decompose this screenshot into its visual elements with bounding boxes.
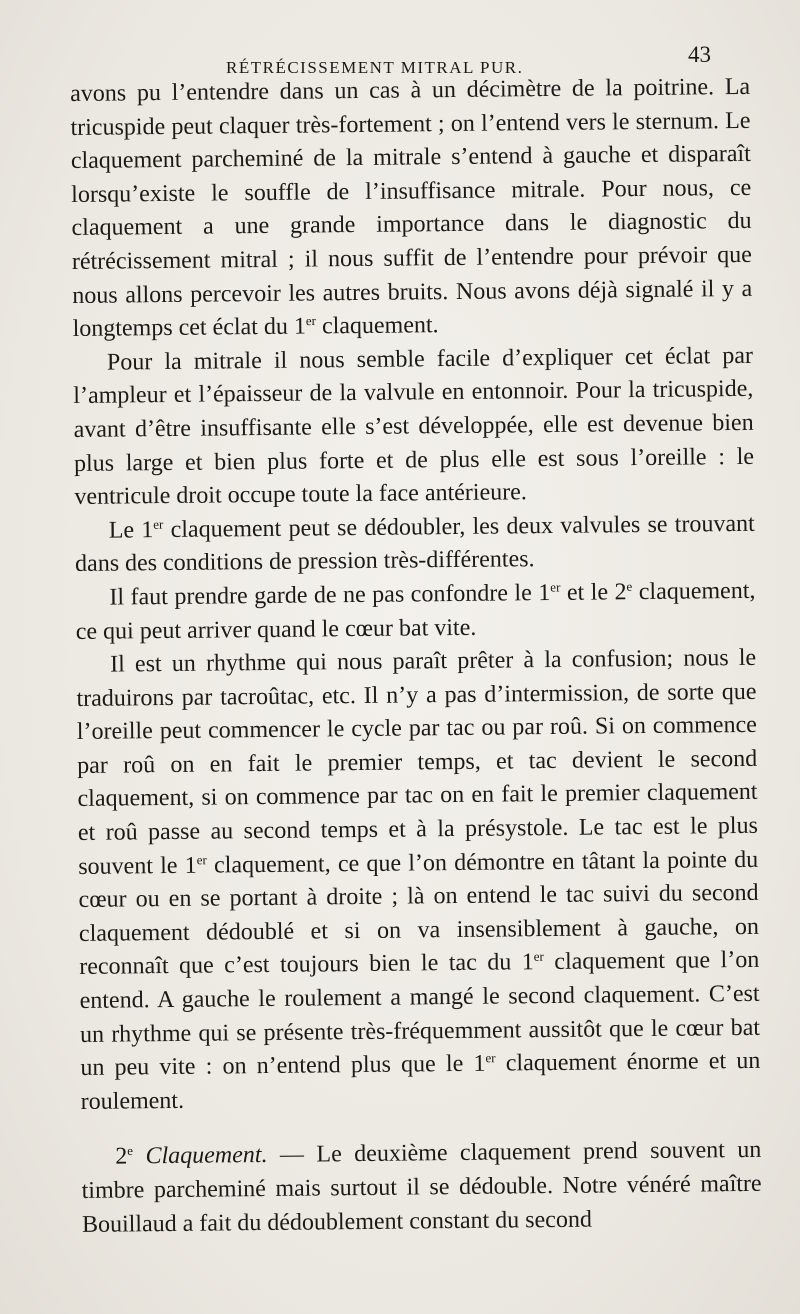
section-heading: Claquement. xyxy=(132,1142,268,1170)
ordinal-number: 1 xyxy=(293,313,307,340)
paragraph-text: Il faut prendre garde de ne pas confondre le xyxy=(109,580,539,611)
paragraph-text: et le xyxy=(560,579,615,606)
em-dash: — xyxy=(267,1141,317,1169)
ordinal-suffix: er xyxy=(533,949,544,965)
paragraph xyxy=(75,508,756,582)
paragraph-text: claquement énorme et un roulement. xyxy=(80,1048,761,1115)
ordinal-number: 1 xyxy=(538,579,551,607)
running-title: RÉTRÉCISSEMENT MITRAL PUR. xyxy=(226,58,524,77)
paragraph-text: Le xyxy=(108,516,142,544)
paragraph xyxy=(75,575,756,649)
body-text xyxy=(70,71,762,1242)
paragraph xyxy=(76,642,761,1119)
paragraph xyxy=(70,71,753,347)
ordinal-suffix: er xyxy=(153,516,164,532)
ordinal-number: 2 xyxy=(614,579,627,606)
ordinal-suffix: er xyxy=(550,579,561,595)
paragraph-text: claquement, ce qui peut arriver quand le cœur bat vite. xyxy=(75,577,756,645)
ordinal-suffix: e xyxy=(626,578,633,594)
section-paragraph xyxy=(81,1134,762,1242)
ordinal-suffix: er xyxy=(485,1050,496,1066)
ordinal-suffix: er xyxy=(305,313,317,329)
paragraph-text: claquement. xyxy=(315,312,439,340)
paragraph-text: claquement peut se dédoubler, les deux valvules se trouvant dans des conditions de pression très-différentes. xyxy=(74,510,755,578)
paragraph-text: claquement que l’on entend. A gauche le roulement a mangé le second claquement. C’est un rhythme qui se présente très-fréquemment aussitôt que le cœur bat un peu vite : on n’entend plus que le xyxy=(79,947,761,1082)
ordinal-suffix: e xyxy=(127,1143,134,1159)
paragraph xyxy=(73,340,755,515)
ordinal-number: 1 xyxy=(473,1050,486,1078)
paragraph-text: Le deuxième claquement prend souvent un timbre parcheminé mais surtout il se dédouble. Notre vénéré maître Bouillaud a fait du dédoublement constant du second xyxy=(81,1137,762,1238)
paragraph-text: claquement, ce que l’on démontre en tâtant la pointe du cœur ou en se portant à droite ; là on entend le tac suivi du second claquement dédoublé et si on va insensiblement à gauche, on reconnaît que c’est toujours bien le tac du xyxy=(78,846,760,981)
ordinal-number: 1 xyxy=(141,516,154,543)
ordinal-number: 1 xyxy=(521,949,534,976)
ordinal-number: 1 xyxy=(184,852,197,879)
section-number: 2 xyxy=(115,1143,128,1170)
page-number: 43 xyxy=(688,42,711,67)
ordinal-suffix: er xyxy=(196,851,207,867)
paragraph-text: Pour la mitrale il nous semble facile d’expliquer cet éclat par l’ampleur et l’épaisseur de la valvule en entonnoir. Pour la tricuspide, avant d’être insuffisante elle s’est développée, elle est devenue bien plus large et bien plus forte et de plus elle est sous l’oreille : le ventricule droit occupe toute la face antérieure. xyxy=(73,342,755,511)
paragraph-text: Il est un rhythme qui nous paraît prêter à la confusion; nous le traduirons par tacroûtac, etc. Il n’y a pas d’intermission, de sorte que l’oreille peut commencer le cycle par tac ou par roû. Si on commence par roû on en fait le premier temps, et tac devient le second claquement, si on commence par tac on en fait le premier claquement et roû passe au second temps et à la présystole. Le tac est le plus souvent le xyxy=(76,644,759,880)
paragraph-text: avons pu l’entendre dans un cas à un décimètre de la poitrine. La tricuspide peut claquer très-fortement ; on l’entend vers le sternum. Le claquement parcheminé de la mitrale s’entend à gauche et disparaît lorsqu’existe le souffle de l’insuffisance mitrale. Pour nous, ce claquement a une grande importance dans le diagnostic du rétrécissement mitral ; il nous suffit de l’entendre pour prévoir que nous allons percevoir les autres bruits. Nous avons déjà signalé il y a longtemps cet éclat du xyxy=(70,73,753,343)
